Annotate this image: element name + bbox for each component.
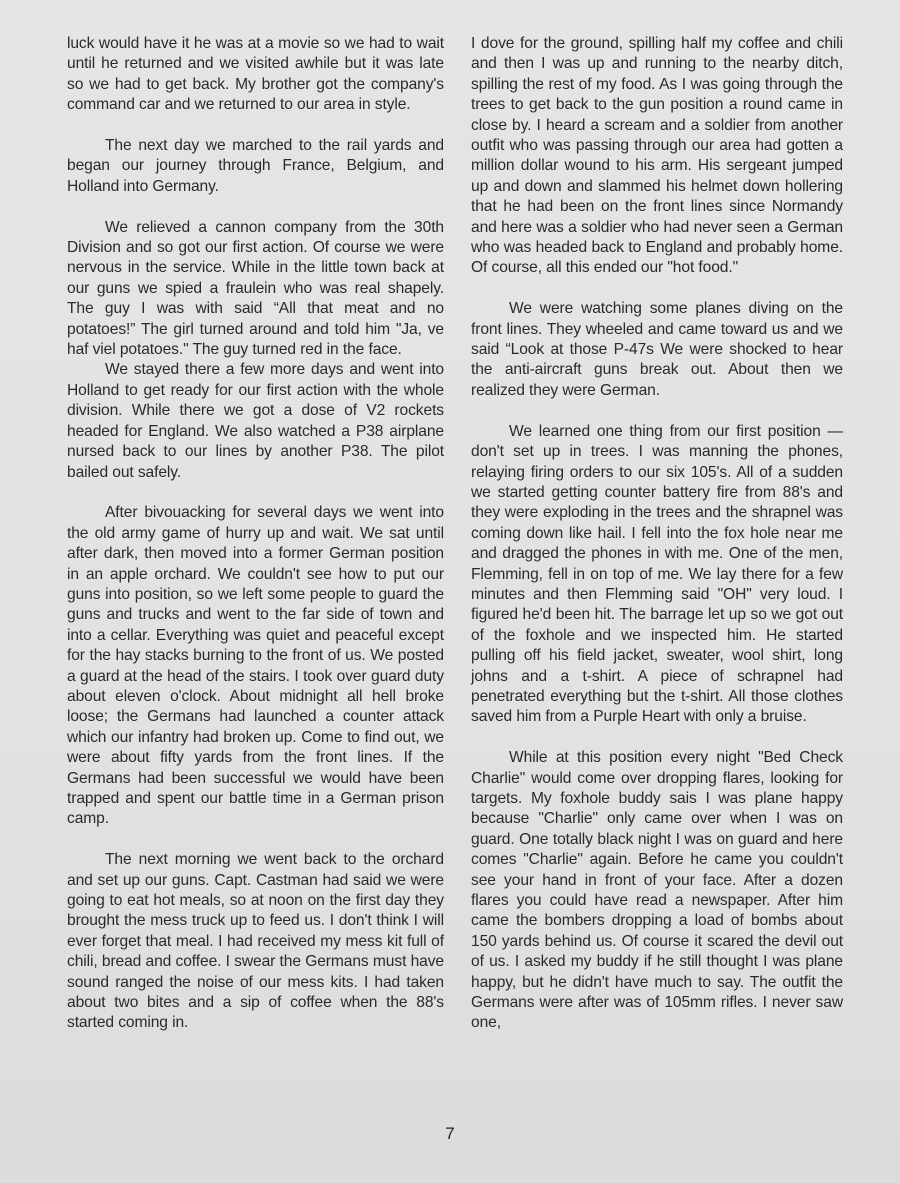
- paragraph: The next day we marched to the rail yards and began our journey through France, Belgium, and Holland into Germany.: [67, 137, 444, 195]
- paragraph: We learned one thing from our first position — don't set up in trees. I was manning the phones, relaying firing orders to our six 105's. All of a sudden we started getting counter battery fire from 88's and they were exploding in the trees and the shrapnel was coming down like hail. I fell into the fox hole near me and dragged the phones in with me. One of the men, Flemming, fell in on top of me. We lay there for a few minutes and then Flemming said "OH" very loud. I figured he'd been hit. The barrage let up so we got out of the foxhole and we inspected him. He started pulling off his field jacket, sweater, wool shirt, long johns and a t-shirt. A piece of schrapnel had penetrated everything but the t-shirt. All those clothes saved him from a Purple Heart with only a bruise.: [471, 422, 843, 726]
- paragraph: While at this position every night "Bed Check Charlie" would come over dropping flares, looking for targets. My foxhole buddy sais I was plane happy because "Charlie" only came over when I was on guard. One totally black night I was on guard and here comes "Charlie" again. Before he came you couldn't see your hand in front of your face. After a dozen flares you could have read a newspaper. After him came the bombers dropping a load of bombs about 150 yards behind us. Of course it scared the devil out of us. I asked my buddy if he still thought I was plane happy, but he didn't have much to say. The outfit the Germans were after was of 105mm rifles. I never saw one,: [471, 749, 843, 1032]
- paragraph: After bivouacking for several days we went into the old army game of hurry up and wait. We sat until after dark, then moved into a former German position in an apple orchard. We couldn't see how to put our guns into position, so we left some people to guard the guns and trucks and went to the far side of town and into a cellar. Everything was quiet and peaceful except for the hay stacks burning to the front of us. We posted a guard at the head of the stairs. I took over guard duty about eleven o'clock. About midnight all hell broke loose; the Germans had launched a counter attack which our infantry had broken up. Come to find out, we were about fifty yards from the front lines. If the Germans had been successful we would have been trapped and spent our battle time in a German prison camp.: [67, 504, 444, 828]
- paragraph: We were watching some planes diving on the front lines. They wheeled and came toward us and we said “Look at those P-47s We were shocked to hear the anti-aircraft guns break out. About then we realized they were German.: [471, 300, 843, 399]
- right-text-column: [471, 34, 843, 1034]
- page-number: 7: [445, 1124, 455, 1143]
- paragraph: We stayed there a few more days and went into Holland to get ready for our first action with the whole division. While there we got a dose of V2 rockets headed for England. We also watched a P38 airplane nursed back to our lines by another P38. The pilot bailed out safely.: [67, 361, 444, 481]
- paragraph: luck would have it he was at a movie so we had to wait until he returned and we visited awhile but it was late so we had to get back. My brother got the company's command car and we returned to our area in style.: [67, 35, 444, 114]
- paragraph: I dove for the ground, spilling half my coffee and chili and then I was up and running to the nearby ditch, spilling the rest of my food. As I was going through the trees to get back to the gun position a round came in close by. I heard a scream and a soldier from another outfit who was passing through our area had gotten a million dollar wound to his arm. His sergeant jumped up and down and slammed his helmet down hollering that he had been on the front lines since Normandy and here was a soldier who had never seen a German who was headed back to England and probably home. Of course, all this ended our "hot food.": [471, 35, 843, 277]
- paragraph: The next morning we went back to the orchard and set up our guns. Capt. Castman had said we were going to eat hot meals, so at noon on the first day they brought the mess truck up to feed us. I don't think I will ever forget that meal. I had received my mess kit full of chili, bread and coffee. I swear the Germans must have sound ranged the noise of our mess kits. I had taken about two bites and a sip of coffee when the 88's started coming in.: [67, 851, 444, 1032]
- paragraph: We relieved a cannon company from the 30th Division and so got our first action. Of course we were nervous in the service. While in the little town back at our guns we spied a fraulein who was real shapely. The guy I was with said “All that meat and no potatoes!” The girl turned around and told him "Ja, ve haf viel potatoes." The guy turned red in the face.: [67, 218, 444, 359]
- left-text-column: [67, 34, 444, 1034]
